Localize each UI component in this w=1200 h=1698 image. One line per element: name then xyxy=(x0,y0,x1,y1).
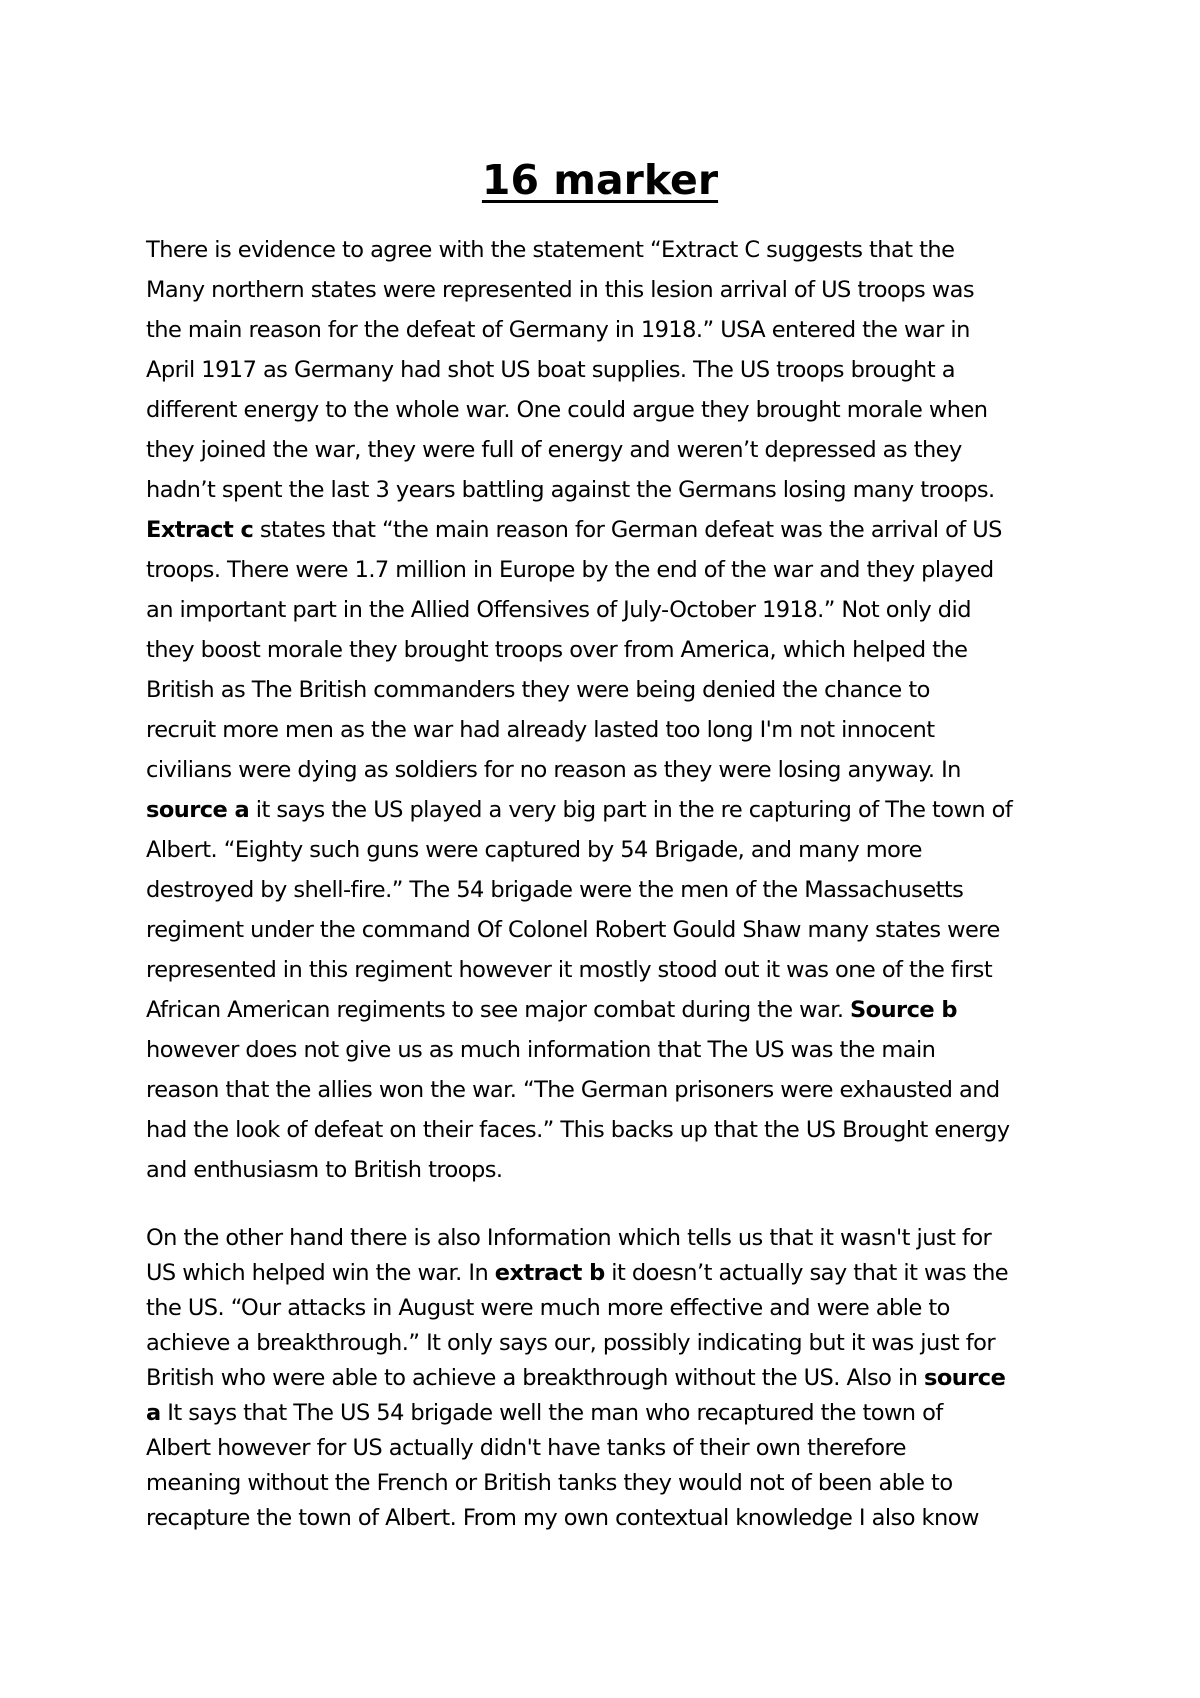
text-run: regiment under the command Of Colonel Robert Gould Shaw many states were xyxy=(146,917,1000,943)
paragraph-1 xyxy=(146,230,1076,1190)
text-run: they joined the war, they were full of energy and weren’t depressed as they xyxy=(146,437,962,463)
text-line xyxy=(146,1030,1076,1070)
text-run: recapture the town of Albert. From my own contextual knowledge I also know xyxy=(146,1505,979,1531)
text-run: destroyed by shell-fire.” The 54 brigade were the men of the Massachusetts xyxy=(146,877,964,903)
text-line xyxy=(146,390,1076,430)
text-line xyxy=(146,830,1076,870)
text-run: April 1917 as Germany had shot US boat supplies. The US troops brought a xyxy=(146,357,955,383)
text-run: represented in this regiment however it mostly stood out it was one of the first xyxy=(146,957,993,983)
bold-reference: source xyxy=(924,1365,1006,1391)
text-run: an important part in the Allied Offensives of July-October 1918.” Not only did xyxy=(146,597,971,623)
bold-reference: extract b xyxy=(494,1260,605,1286)
text-run: achieve a breakthrough.” It only says our, possibly indicating but it was just for xyxy=(146,1330,996,1356)
text-line xyxy=(146,1501,1076,1536)
text-run: had the look of defeat on their faces.” This backs up that the US Brought energy xyxy=(146,1117,1010,1143)
paragraph-2 xyxy=(146,1221,1076,1536)
text-line xyxy=(146,590,1076,630)
bold-reference: Extract c xyxy=(146,517,254,543)
bold-reference: a xyxy=(146,1400,161,1426)
text-run: however does not give us as much information that The US was the main xyxy=(146,1037,936,1063)
text-run: British as The British commanders they were being denied the chance to xyxy=(146,677,930,703)
text-line xyxy=(146,950,1076,990)
text-run: There is evidence to agree with the statement “Extract C suggests that the xyxy=(146,237,955,263)
text-run: It says that The US 54 brigade well the man who recaptured the town of xyxy=(160,1400,943,1426)
text-line xyxy=(146,470,1076,510)
text-line xyxy=(146,350,1076,390)
text-line xyxy=(146,910,1076,950)
text-line xyxy=(146,550,1076,590)
text-line xyxy=(146,270,1076,310)
document-title: 16 marker xyxy=(481,156,719,204)
text-run: it doesn’t actually say that it was the xyxy=(604,1260,1009,1286)
text-line xyxy=(146,430,1076,470)
text-line xyxy=(146,630,1076,670)
text-run: British who were able to achieve a breakthrough without the US. Also in xyxy=(146,1365,925,1391)
text-run: recruit more men as the war had already lasted too long I'm not innocent xyxy=(146,717,935,743)
text-line xyxy=(146,1466,1076,1501)
bold-reference: source a xyxy=(146,797,250,823)
text-line xyxy=(146,710,1076,750)
text-line xyxy=(146,1326,1076,1361)
text-line xyxy=(146,670,1076,710)
text-run: African American regiments to see major combat during the war. xyxy=(146,997,851,1023)
text-line xyxy=(146,1110,1076,1150)
text-run: US which helped win the war. In xyxy=(146,1260,495,1286)
text-run: civilians were dying as soldiers for no reason as they were losing anyway. In xyxy=(146,757,961,783)
text-line xyxy=(146,1431,1076,1466)
text-run: reason that the allies won the war. “The German prisoners were exhausted and xyxy=(146,1077,1000,1103)
text-line xyxy=(146,230,1076,270)
text-line xyxy=(146,750,1076,790)
text-run: troops. There were 1.7 million in Europe by the end of the war and they played xyxy=(146,557,994,583)
text-run: states that “the main reason for German defeat was the arrival of US xyxy=(253,517,1002,543)
text-line xyxy=(146,990,1076,1030)
bold-reference: Source b xyxy=(850,997,957,1023)
text-line xyxy=(146,310,1076,350)
text-line xyxy=(146,510,1076,550)
text-run: it says the US played a very big part in the re capturing of The town of xyxy=(249,797,1013,823)
text-run: On the other hand there is also Information which tells us that it wasn't just for xyxy=(146,1225,992,1251)
text-run: the US. “Our attacks in August were much more effective and were able to xyxy=(146,1295,950,1321)
text-run: Many northern states were represented in this lesion arrival of US troops was xyxy=(146,277,975,303)
text-run: Albert. “Eighty such guns were captured by 54 Brigade, and many more xyxy=(146,837,922,863)
text-run: they boost morale they brought troops over from America, which helped the xyxy=(146,637,968,663)
text-run: the main reason for the defeat of Germany in 1918.” USA entered the war in xyxy=(146,317,970,343)
text-line xyxy=(146,1361,1076,1396)
text-line xyxy=(146,790,1076,830)
text-line xyxy=(146,1396,1076,1431)
text-run: meaning without the French or British tanks they would not of been able to xyxy=(146,1470,953,1496)
text-line xyxy=(146,1221,1076,1256)
text-run: different energy to the whole war. One could argue they brought morale when xyxy=(146,397,988,423)
text-line xyxy=(146,1150,1076,1190)
text-line xyxy=(146,870,1076,910)
text-line xyxy=(146,1291,1076,1326)
text-run: and enthusiasm to British troops. xyxy=(146,1157,503,1183)
text-run: Albert however for US actually didn't have tanks of their own therefore xyxy=(146,1435,906,1461)
text-line xyxy=(146,1256,1076,1291)
text-line xyxy=(146,1070,1076,1110)
text-run: hadn’t spent the last 3 years battling against the Germans losing many troops. xyxy=(146,477,995,503)
